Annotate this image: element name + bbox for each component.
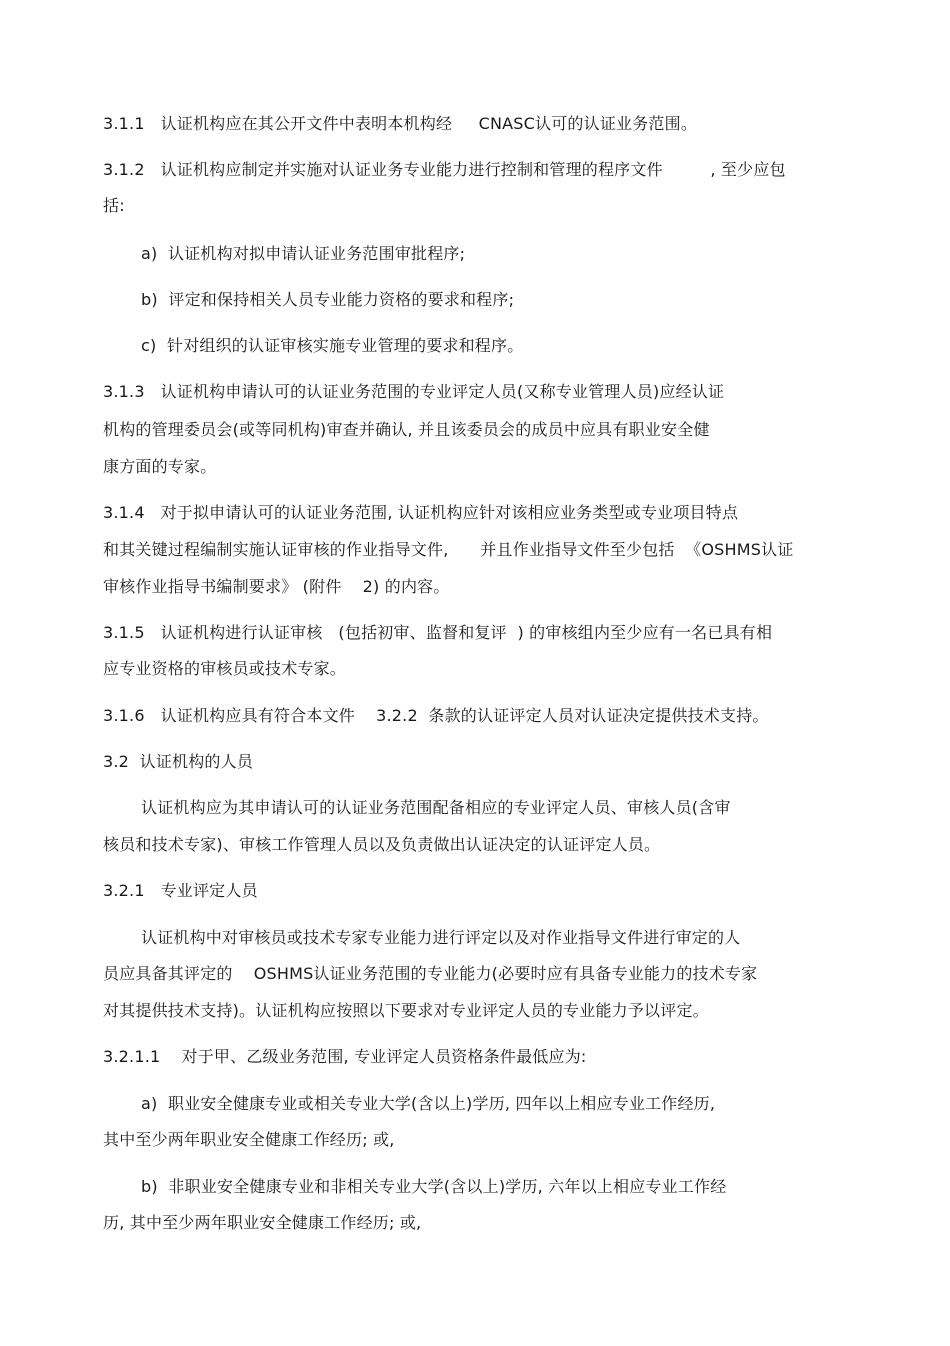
text-line: 康方面的专家。: [103, 457, 217, 476]
text-line: 对其提供技术支持)。认证机构应按照以下要求对专业评定人员的专业能力予以评定。: [103, 1001, 709, 1020]
text-line: 3.1.2 认证机构应制定并实施对认证业务专业能力进行控制和管理的程序文件 , 至少应包: [103, 160, 786, 179]
text-line: 括:: [103, 196, 125, 215]
text-line: a) 职业安全健康专业或相关专业大学(含以上)学历, 四年以上相应专业工作经历,: [141, 1094, 716, 1113]
text-line: b) 评定和保持相关人员专业能力资格的要求和程序;: [141, 290, 515, 309]
text-line: 和其关键过程编制实施认证审核的作业指导文件, 并且作业指导文件至少包括 《OSHMS认证: [103, 540, 794, 559]
text-line: 3.1.3 认证机构申请认可的认证业务范围的专业评定人员(又称专业管理人员)应经认证: [103, 382, 725, 401]
section-heading: 3.2 认证机构的人员: [103, 752, 254, 771]
text-line: 3.2.1.1 对于甲、乙级业务范围, 专业评定人员资格条件最低应为:: [103, 1047, 587, 1066]
text-line: 应专业资格的审核员或技术专家。: [103, 659, 347, 678]
text-line: 3.1.5 认证机构进行认证审核 (包括初审、监督和复评 ) 的审核组内至少应有一名已具有相: [103, 623, 773, 642]
text-line: 认证机构应为其申请认可的认证业务范围配备相应的专业评定人员、审核人员(含审: [141, 798, 731, 817]
text-line: 历, 其中至少两年职业安全健康工作经历; 或,: [103, 1213, 422, 1232]
text-line: c) 针对组织的认证审核实施专业管理的要求和程序。: [141, 336, 524, 355]
text-line: 员应具备其评定的 OSHMS认证业务范围的专业能力(必要时应有具备专业能力的技术专家: [103, 964, 758, 983]
text-line: 机构的管理委员会(或等同机构)审查并确认, 并且该委员会的成员中应具有职业安全健: [103, 420, 710, 439]
text-line: 3.1.4 对于拟申请认可的认证业务范围, 认证机构应针对该相应业务类型或专业项目特点: [103, 503, 739, 522]
text-line: 3.1.1 认证机构应在其公开文件中表明本机构经 CNASC认可的认证业务范围。: [103, 114, 698, 133]
text-line: a) 认证机构对拟申请认证业务范围审批程序;: [141, 244, 466, 263]
text-line: 审核作业指导书编制要求》 (附件 2) 的内容。: [103, 577, 450, 596]
text-line: b) 非职业安全健康专业和非相关专业大学(含以上)学历, 六年以上相应专业工作经: [141, 1177, 727, 1196]
subsection-heading: 3.2.1 专业评定人员: [103, 881, 258, 900]
text-line: 核员和技术专家)、审核工作管理人员以及负责做出认证决定的认证评定人员。: [103, 835, 661, 854]
text-line: 认证机构中对审核员或技术专家专业能力进行评定以及对作业指导文件进行审定的人: [141, 928, 741, 947]
text-line: 3.1.6 认证机构应具有符合本文件 3.2.2 条款的认证评定人员对认证决定提供技术支持。: [103, 706, 769, 725]
text-line: 其中至少两年职业安全健康工作经历; 或,: [103, 1130, 395, 1149]
